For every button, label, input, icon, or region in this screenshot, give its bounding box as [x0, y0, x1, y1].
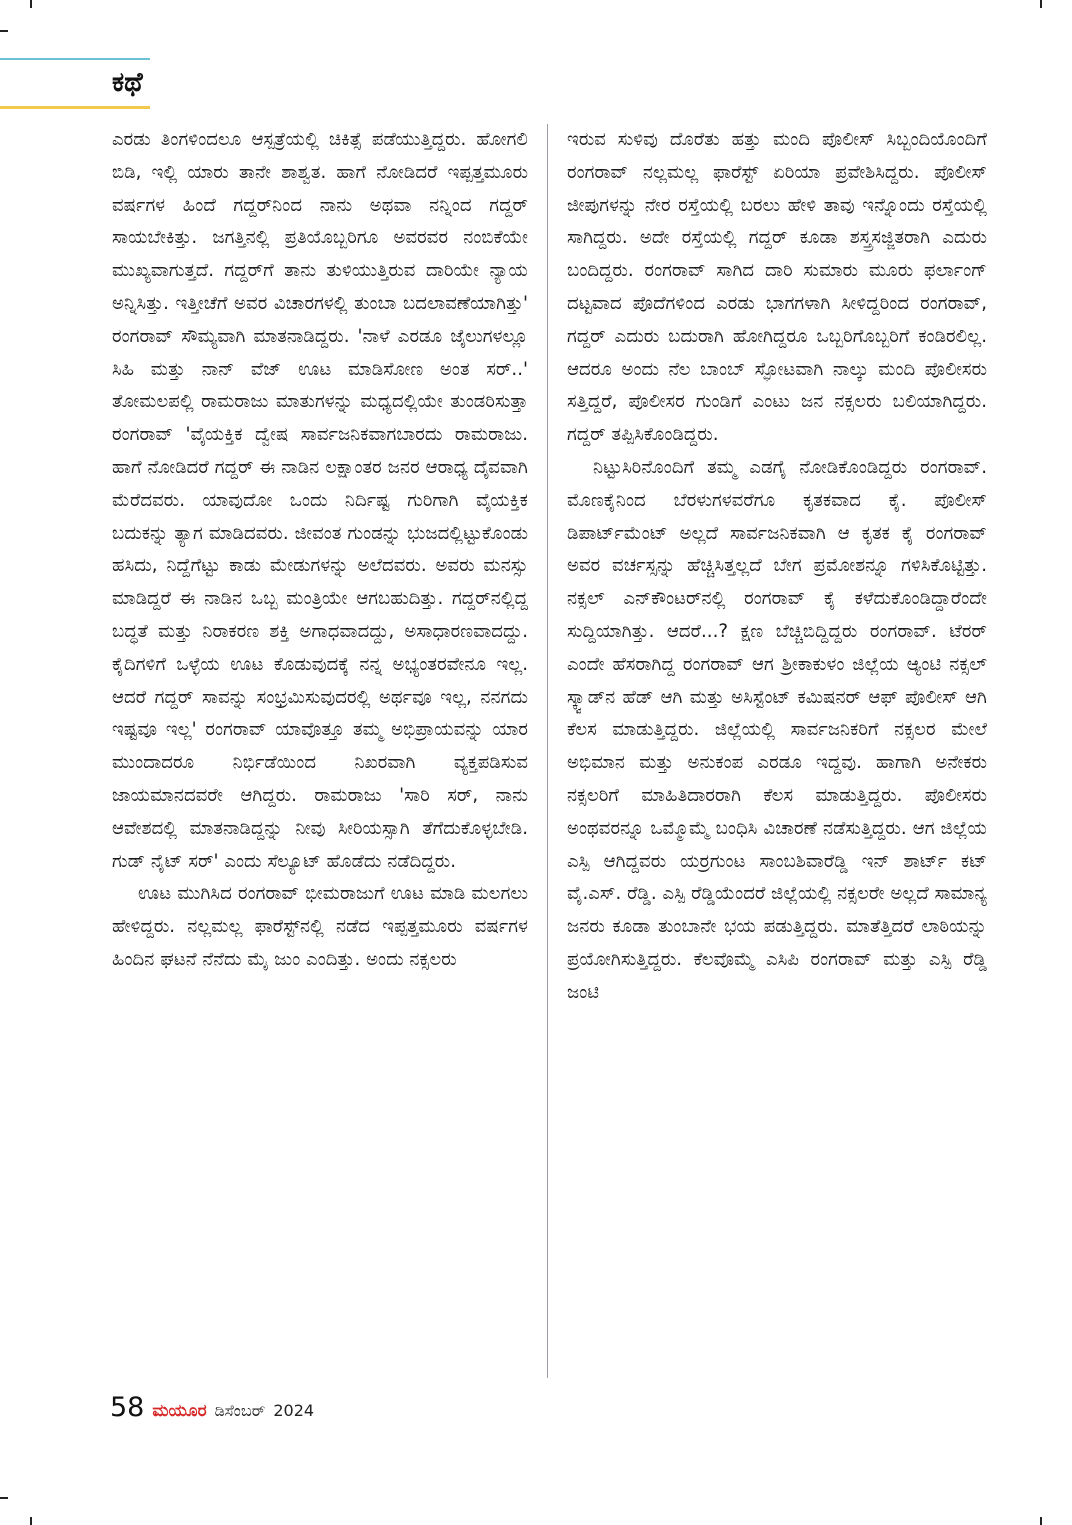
- paragraph: ನಿಟ್ಟುಸಿರಿನೊಂದಿಗೆ ತಮ್ಮ ಎಡಗೈ ನೋಡಿಕೊಂಡಿದ್ದರು ರಂಗರಾವ್. ಮೊಣಕೈನಿಂದ ಬೆರಳುಗಳವರೆಗೂ ಕೃತಕವಾದ ಕೈ. ಪೊಲೀಸ್ ಡಿಪಾರ್ಟ್‌ಮೆಂಟ್ ಅಲ್ಲದೆ ಸಾರ್ವಜನಿಕವಾಗಿ ಆ ಕೃತಕ ಕೈ ರಂಗರಾವ್ ಅವರ ವರ್ಚಸ್ಸನ್ನು ಹೆಚ್ಚಿಸಿತ್ತಲ್ಲದೆ ಬೇಗ ಪ್ರಮೋಶನ್ನೂ ಗಳಿಸಿಕೊಟ್ಟಿತ್ತು. ನಕ್ಸಲ್ ಎನ್‌ಕೌಂಟರ್‌ನಲ್ಲಿ ರಂಗರಾವ್ ಕೈ ಕಳೆದುಕೊಂಡಿದ್ದಾರೆಂದೇ ಸುದ್ದಿಯಾಗಿತ್ತು. ಆದರೆ...? ಕ್ಷಣ ಬೆಚ್ಚಿಬಿದ್ದಿದ್ದರು ರಂಗರಾವ್. ಟೆರರ್ ಎಂದೇ ಹೆಸರಾಗಿದ್ದ ರಂಗರಾವ್ ಆಗ ಶ್ರೀಕಾಕುಳಂ ಜಿಲ್ಲೆಯ ಆ್ಯಂಟಿ ನಕ್ಸಲ್ ಸ್ಕ್ವಾಡ್‌ನ ಹೆಡ್ ಆಗಿ ಮತ್ತು ಅಸಿಸ್ಟೆಂಟ್ ಕಮಿಷನರ್ ಆಫ್ ಪೊಲೀಸ್ ಆಗಿ ಕೆಲಸ ಮಾಡುತ್ತಿದ್ದರು. ಜಿಲ್ಲೆಯಲ್ಲಿ ಸಾರ್ವಜನಿಕರಿಗೆ ನಕ್ಸಲರ ಮೇಲೆ ಅಭಿಮಾನ ಮತ್ತು ಅನುಕಂಪ ಎರಡೂ ಇದ್ದವು. ಹಾಗಾಗಿ ಅನೇಕರು ನಕ್ಸಲರಿಗೆ ಮಾಹಿತಿದಾರರಾಗಿ ಕೆಲಸ ಮಾಡುತ್ತಿದ್ದರು. ಪೊಲೀಸರು ಅಂಥವರನ್ನೂ ಒಮ್ಮೊಮ್ಮೆ ಬಂಧಿಸಿ ವಿಚಾರಣೆ ನಡೆಸುತ್ತಿದ್ದರು. ಆಗ ಜಿಲ್ಲೆಯ ಎಸ್ಪಿ ಆಗಿದ್ದವರು ಯರ್ರಗುಂಟ ಸಾಂಬಶಿವಾರೆಡ್ಡಿ ಇನ್ ಶಾರ್ಟ್ ಕಟ್ ವೈ.ಎಸ್. ರೆಡ್ಡಿ. ಎಸ್ಪಿ ರೆಡ್ಡಿಯೆಂದರೆ ಜಿಲ್ಲೆಯಲ್ಲಿ ನಕ್ಸಲರೇ ಅಲ್ಲದೆ ಸಾಮಾನ್ಯ ಜನರು ಕೂಡಾ ತುಂಬಾನೇ ಭಯ ಪಡುತ್ತಿದ್ದರು. ಮಾತೆತ್ತಿದರೆ ಲಾಠಿಯನ್ನು ಪ್ರಯೋಗಿಸುತ್ತಿದ್ದರು. ಕೆಲವೊಮ್ಮೆ ಎಸಿಪಿ ರಂಗರಾವ್ ಮತ್ತು ಎಸ್ಪಿ ರೆಡ್ಡಿ ಜಂಟಿ: [567, 456, 987, 1003]
- section-rule-top: [0, 58, 150, 60]
- section-rule-bottom: [0, 106, 150, 109]
- column-divider: [547, 124, 548, 1378]
- page-number: 58: [110, 1392, 145, 1423]
- issue-year: 2024: [273, 1401, 315, 1420]
- crop-mark-left-upper: [0, 30, 8, 32]
- article-column-left: [112, 124, 528, 1376]
- issue-month: ಡಿಸೆಂಬರ್: [214, 1401, 266, 1420]
- paragraph: ಎರಡು ತಿಂಗಳಿಂದಲೂ ಆಸ್ಪತ್ರೆಯಲ್ಲಿ ಚಿಕಿತ್ಸೆ ಪಡೆಯುತ್ತಿದ್ದರು. ಹೋಗಲಿ ಬಿಡಿ, ಇಲ್ಲಿ ಯಾರು ತಾನೇ ಶಾಶ್ವತ. ಹಾಗೆ ನೋಡಿದರೆ ಇಪ್ಪತ್ತಮೂರು ವರ್ಷಗಳ ಹಿಂದೆ ಗದ್ದರ್‌ನಿಂದ ನಾನು ಅಥವಾ ನನ್ನಿಂದ ಗದ್ದರ್ ಸಾಯಬೇಕಿತ್ತು. ಜಗತ್ತಿನಲ್ಲಿ ಪ್ರತಿಯೊಬ್ಬರಿಗೂ ಅವರವರ ನಂಬಿಕೆಯೇ ಮುಖ್ಯವಾಗುತ್ತದೆ. ಗದ್ದರ್‌ಗೆ ತಾನು ತುಳಿಯುತ್ತಿರುವ ದಾರಿಯೇ ನ್ಯಾಯ ಅನ್ನಿಸಿತ್ತು. ಇತ್ತೀಚೆಗೆ ಅವರ ವಿಚಾರಗಳಲ್ಲಿ ತುಂಬಾ ಬದಲಾವಣೆಯಾಗಿತ್ತು' ರಂಗರಾವ್ ಸೌಮ್ಯವಾಗಿ ಮಾತನಾಡಿದ್ದರು. 'ನಾಳೆ ಎರಡೂ ಜೈಲುಗಳಲ್ಲೂ ಸಿಹಿ ಮತ್ತು ನಾನ್ ವೆಜ್ ಊಟ ಮಾಡಿಸೋಣ ಅಂತ ಸರ್..' ತೋಮಲಪಲ್ಲಿ ರಾಮರಾಜು ಮಾತುಗಳನ್ನು ಮಧ್ಯದಲ್ಲಿಯೇ ತುಂಡರಿಸುತ್ತಾ ರಂಗರಾವ್ 'ವೈಯಕ್ತಿಕ ದ್ವೇಷ ಸಾರ್ವಜನಿಕವಾಗಬಾರದು ರಾಮರಾಜು. ಹಾಗೆ ನೋಡಿದರೆ ಗದ್ದರ್ ಈ ನಾಡಿನ ಲಕ್ಷಾಂತರ ಜನರ ಆರಾಧ್ಯ ದೈವವಾಗಿ ಮೆರೆದವರು. ಯಾವುದೋ ಒಂದು ನಿರ್ದಿಷ್ಟ ಗುರಿಗಾಗಿ ವೈಯಕ್ತಿಕ ಬದುಕನ್ನು ತ್ಯಾಗ ಮಾಡಿದವರು. ಜೀವಂತ ಗುಂಡನ್ನು ಭುಜದಲ್ಲಿಟ್ಟುಕೊಂಡು ಹಸಿದು, ನಿದ್ದೆಗೆಟ್ಟು ಕಾಡು ಮೇಡುಗಳನ್ನು ಅಲೆದವರು. ಅವರು ಮನಸ್ಸು ಮಾಡಿದ್ದರೆ ಈ ನಾಡಿನ ಒಬ್ಬ ಮಂತ್ರಿಯೇ ಆಗಬಹುದಿತ್ತು. ಗದ್ದರ್‌ನಲ್ಲಿದ್ದ ಬದ್ಧತೆ ಮತ್ತು ನಿರಾಕರಣ ಶಕ್ತಿ ಅಗಾಧವಾದದ್ದು, ಅಸಾಧಾರಣವಾದದ್ದು. ಕೈದಿಗಳಿಗೆ ಒಳ್ಳೆಯ ಊಟ ಕೊಡುವುದಕ್ಕೆ ನನ್ನ ಅಭ್ಯಂತರವೇನೂ ಇಲ್ಲ. ಆದರೆ ಗದ್ದರ್ ಸಾವನ್ನು ಸಂಭ್ರಮಿಸುವುದರಲ್ಲಿ ಅರ್ಥವೂ ಇಲ್ಲ, ನನಗದು ಇಷ್ಟವೂ ಇಲ್ಲ' ರಂಗರಾವ್ ಯಾವೊತ್ತೂ ತಮ್ಮ ಅಭಿಪ್ರಾಯವನ್ನು ಯಾರ ಮುಂದಾದರೂ ನಿರ್ಭಿಡೆಯಿಂದ ನಿಖರವಾಗಿ ವ್ಯಕ್ತಪಡಿಸುವ ಜಾಯಮಾನದವರೇ ಆಗಿದ್ದರು. ರಾಮರಾಜು 'ಸಾರಿ ಸರ್, ನಾನು ಆವೇಶದಲ್ಲಿ ಮಾತನಾಡಿದ್ದನ್ನು ನೀವು ಸೀರಿಯಸ್ಸಾಗಿ ತೆಗೆದುಕೊಳ್ಳಬೇಡಿ. ಗುಡ್ ನೈಟ್ ಸರ್' ಎಂದು ಸೆಲ್ಯೂಟ್ ಹೊಡೆದು ನಡೆದಿದ್ದರು.: [112, 129, 528, 872]
- magazine-logo: ಮಯೂರ: [152, 1401, 207, 1421]
- crop-mark-left-lower: [0, 1497, 8, 1499]
- page-footer: [110, 1392, 314, 1428]
- crop-mark-top-left: [30, 0, 32, 8]
- paragraph: ಊಟ ಮುಗಿಸಿದ ರಂಗರಾವ್ ಭೀಮರಾಜುಗೆ ಊಟ ಮಾಡಿ ಮಲಗಲು ಹೇಳಿದ್ದರು. ನಲ್ಲಮಲ್ಲ ಫಾರೆಸ್ಟ್‌ನಲ್ಲಿ ನಡೆದ ಇಪ್ಪತ್ತಮೂರು ವರ್ಷಗಳ ಹಿಂದಿನ ಘಟನೆ ನೆನೆದು ಮೈ ಜುಂ ಎಂದಿತ್ತು. ಅಂದು ನಕ್ಸಲರು: [112, 883, 528, 970]
- article-column-right: [567, 124, 987, 1376]
- crop-mark-top-right: [1040, 0, 1042, 8]
- crop-mark-bottom-left: [30, 1517, 32, 1525]
- crop-mark-bottom-right: [1040, 1517, 1042, 1525]
- section-label: ಕಥೆ: [112, 67, 143, 98]
- paragraph: ಇರುವ ಸುಳಿವು ದೊರೆತು ಹತ್ತು ಮಂದಿ ಪೊಲೀಸ್ ಸಿಬ್ಬಂದಿಯೊಂದಿಗೆ ರಂಗರಾವ್ ನಲ್ಲಮಲ್ಲ ಫಾರೆಸ್ಟ್ ಏರಿಯಾ ಪ್ರವೇಶಿಸಿದ್ದರು. ಪೊಲೀಸ್ ಜೀಪುಗಳನ್ನು ನೇರ ರಸ್ತೆಯಲ್ಲಿ ಬರಲು ಹೇಳಿ ತಾವು ಇನ್ನೊಂದು ರಸ್ತೆಯಲ್ಲಿ ಸಾಗಿದ್ದರು. ಅದೇ ರಸ್ತೆಯಲ್ಲಿ ಗದ್ದರ್ ಕೂಡಾ ಶಸ್ತ್ರಸಜ್ಜಿತರಾಗಿ ಎದುರು ಬಂದಿದ್ದರು. ರಂಗರಾವ್ ಸಾಗಿದ ದಾರಿ ಸುಮಾರು ಮೂರು ಫರ್ಲಾಂಗ್ ದಟ್ಟವಾದ ಪೊದೆಗಳಿಂದ ಎರಡು ಭಾಗಗಳಾಗಿ ಸೀಳಿದ್ದರಿಂದ ರಂಗರಾವ್, ಗದ್ದರ್ ಎದುರು ಬದುರಾಗಿ ಹೋಗಿದ್ದರೂ ಒಬ್ಬರಿಗೊಬ್ಬರಿಗೆ ಕಂಡಿರಲಿಲ್ಲ. ಆದರೂ ಅಂದು ನೆಲ ಬಾಂಬ್ ಸ್ಫೋಟವಾಗಿ ನಾಲ್ಕು ಮಂದಿ ಪೊಲೀಸರು ಸತ್ತಿದ್ದರೆ, ಪೊಲೀಸರ ಗುಂಡಿಗೆ ಎಂಟು ಜನ ನಕ್ಸಲರು ಬಲಿಯಾಗಿದ್ದರು. ಗದ್ದರ್ ತಪ್ಪಿಸಿಕೊಂಡಿದ್ದರು.: [567, 129, 987, 446]
